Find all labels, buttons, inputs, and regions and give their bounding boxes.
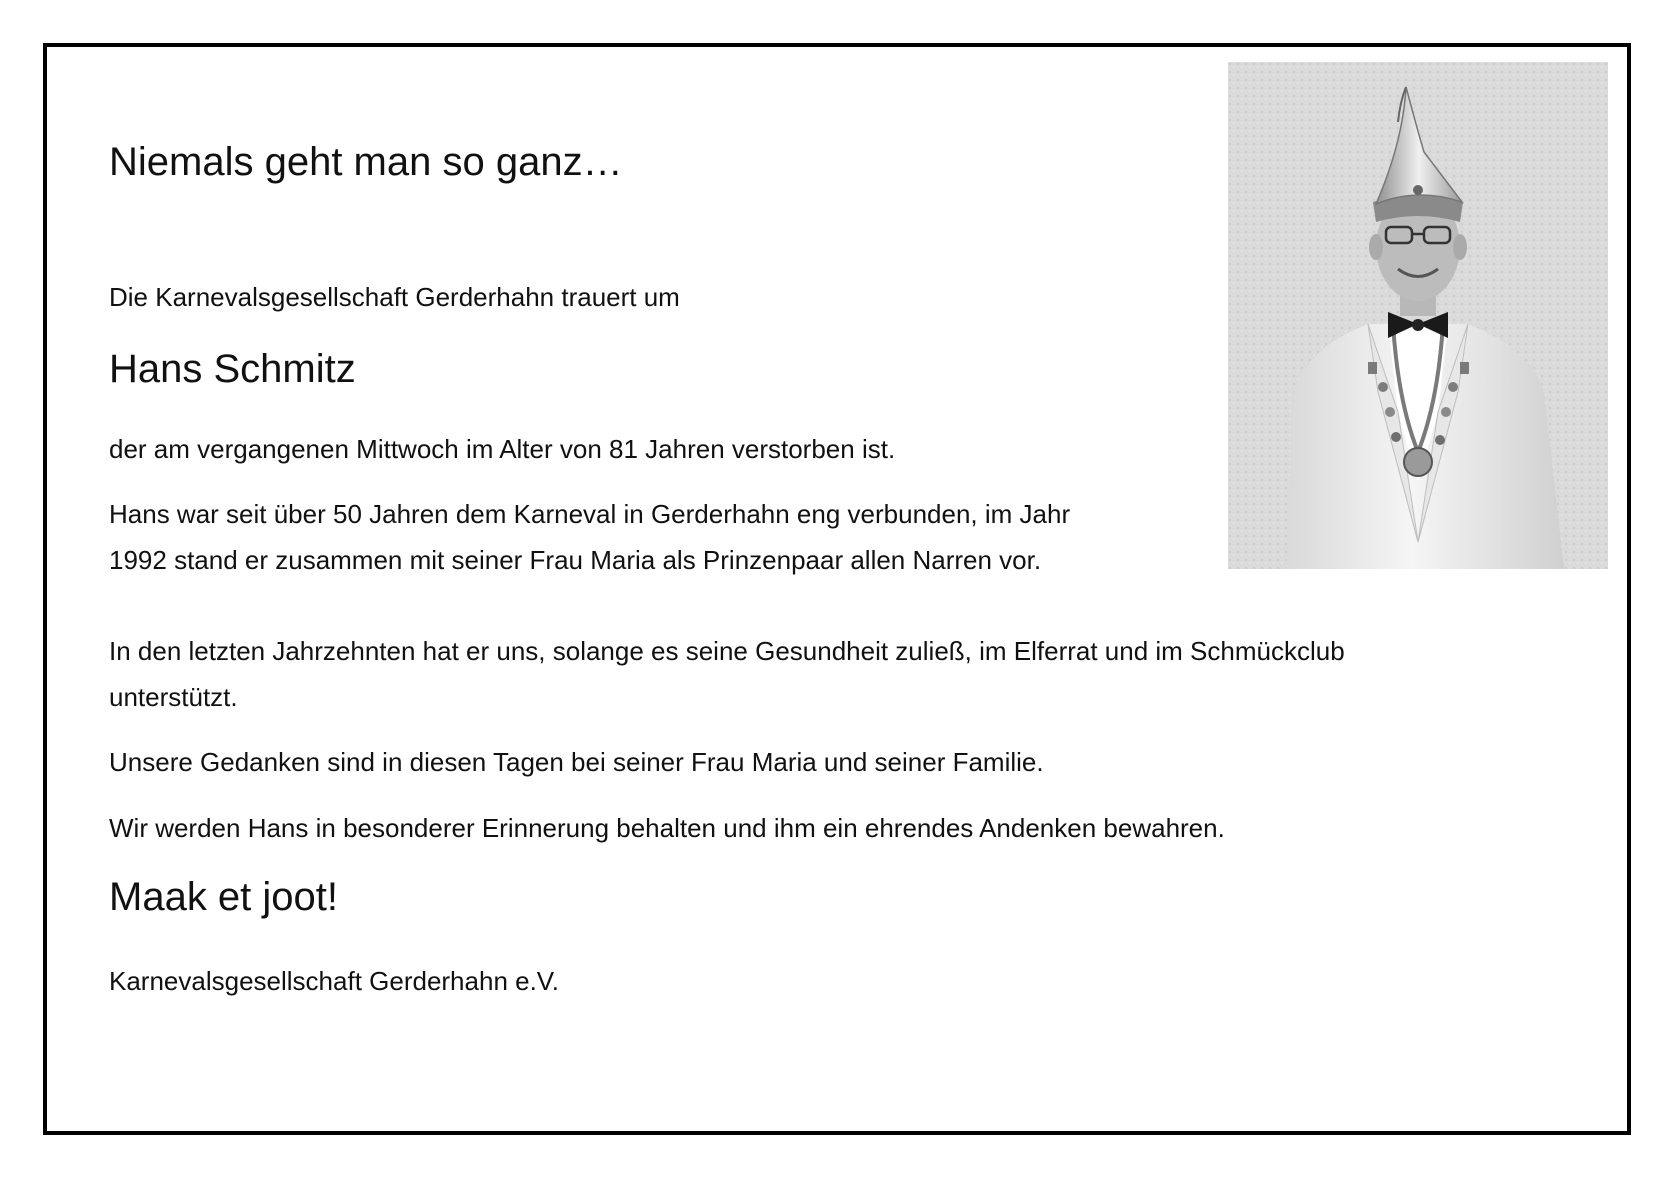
motto-text: Maak et joot! bbox=[109, 875, 339, 919]
thoughts-line: Unsere Gedanken sind in diesen Tagen bei seiner Frau Maria und seiner Familie. bbox=[109, 747, 1044, 777]
support-line-1: In den letzten Jahrzehnten hat er uns, solange es seine Gesundheit zuließ, im Elferrat und im Schmückclub bbox=[109, 636, 1345, 666]
history-line-1: Hans war seit über 50 Jahren dem Karneval in Gerderhahn eng verbunden, im Jahr bbox=[109, 499, 1071, 529]
intro-text: Die Karnevalsgesellschaft Gerderhahn trauert um bbox=[109, 282, 680, 312]
memory-line: Wir werden Hans in besonderer Erinnerung behalten und ihm ein ehrendes Andenken bewahren. bbox=[109, 813, 1225, 843]
portrait-illustration bbox=[1228, 62, 1608, 569]
death-line: der am vergangenen Mittwoch im Alter von 81 Jahren verstorben ist. bbox=[109, 434, 896, 464]
portrait-photo bbox=[1228, 62, 1608, 569]
notice-heading: Niemals geht man so ganz… bbox=[109, 140, 623, 184]
deceased-name: Hans Schmitz bbox=[109, 347, 356, 391]
support-line-2: unterstützt. bbox=[109, 682, 238, 712]
signature-text: Karnevalsgesellschaft Gerderhahn e.V. bbox=[109, 966, 559, 996]
history-line-2: 1992 stand er zusammen mit seiner Frau Maria als Prinzenpaar allen Narren vor. bbox=[109, 545, 1042, 575]
